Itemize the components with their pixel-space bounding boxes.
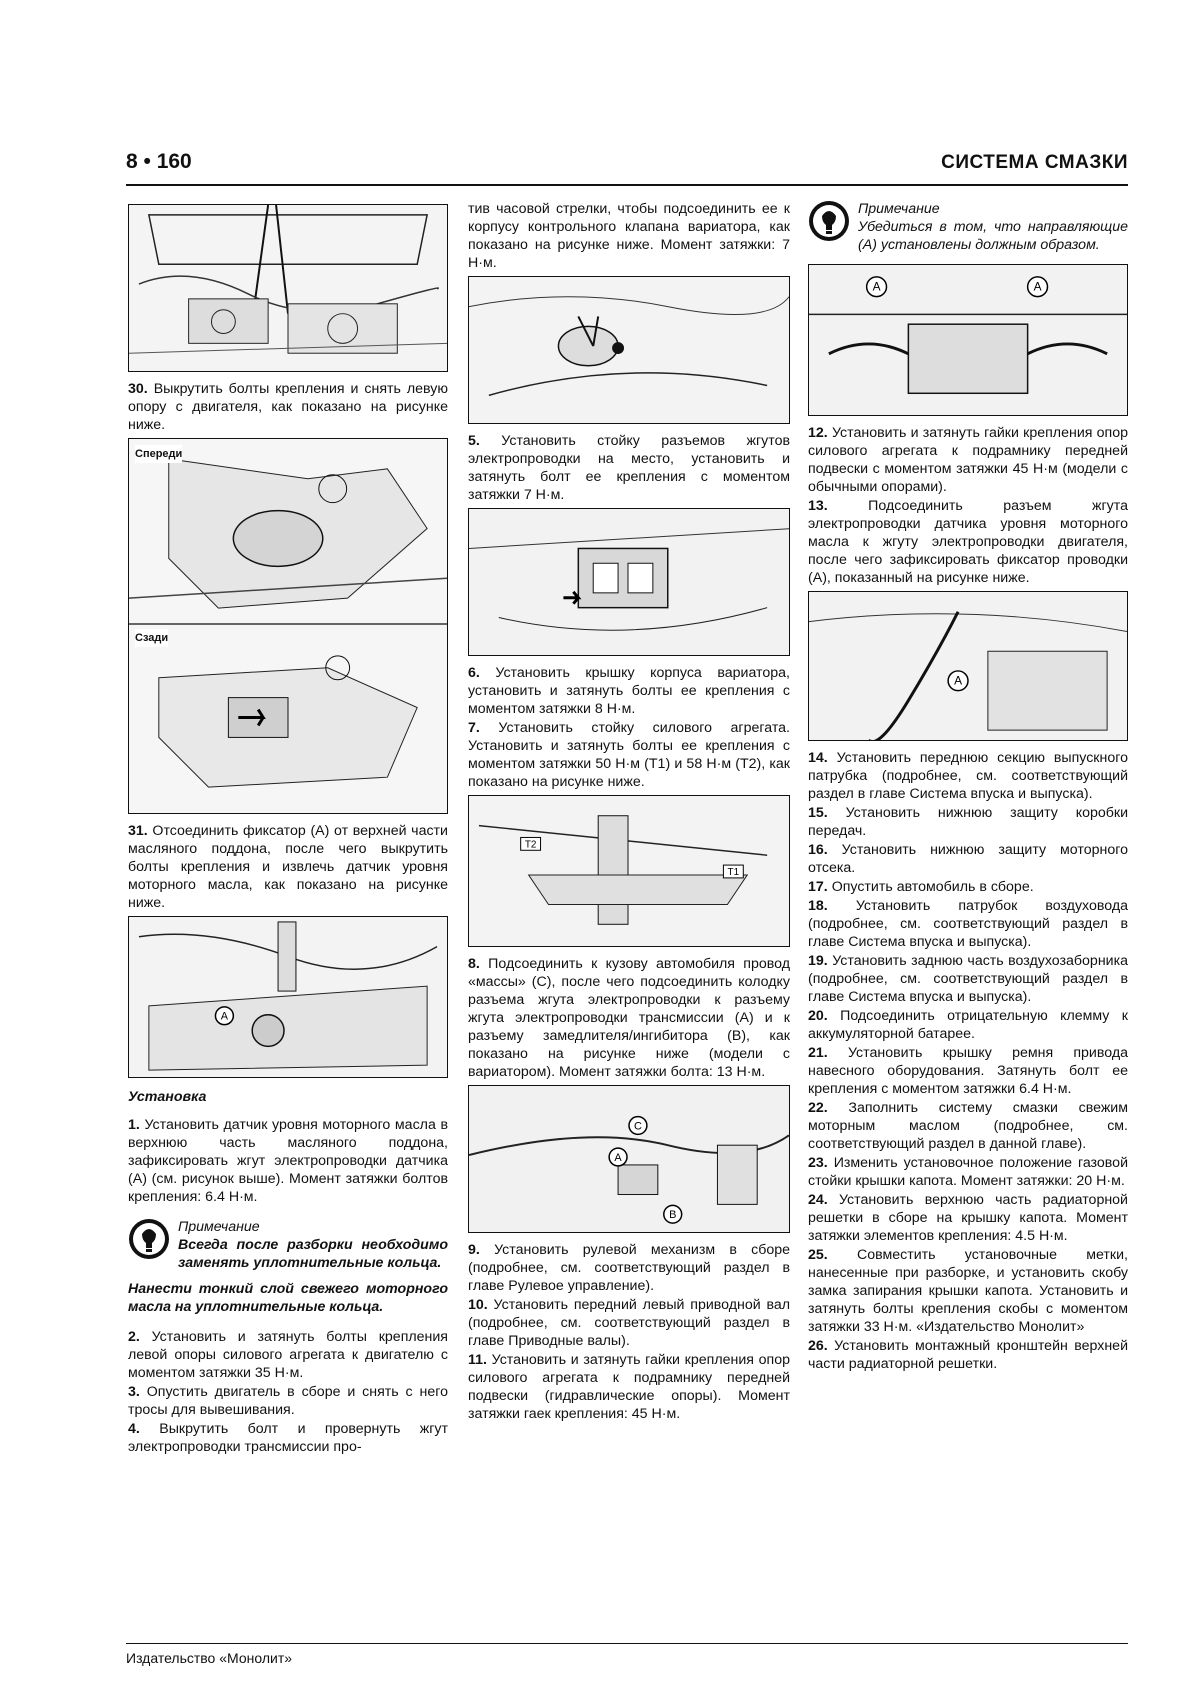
step-7-text: Установить стойку силового агрегата. Установить и затянуть болты ее крепления с моментом затяжки 50 Н·м (T1) и 58 Н·м (T2), как показано на рисунке ниже. (468, 720, 790, 790)
step-2-text: Установить и затянуть болты крепления левой опоры силового агрегата к двигателю с моментом затяжки 35 Н·м. (128, 1329, 448, 1381)
figure-label-t1: T1 (727, 866, 740, 878)
installation-heading: Установка (128, 1089, 207, 1105)
step-2-number: 2. (128, 1329, 140, 1345)
step-6-number: 6. (468, 665, 480, 681)
step-20-text: Подсоединить отрицательную клемму к аккумуляторной батарее. (808, 1008, 1128, 1042)
step-9-number: 9. (468, 1242, 480, 1258)
figure-valve-body (468, 276, 790, 424)
figure-harness-connectors (468, 1085, 790, 1233)
step-19-number: 19. (808, 953, 828, 969)
figure-callout-a: A (220, 1010, 229, 1023)
step-5-text: Установить стойку разъемов жгутов электропроводки на место, установить и затянуть болт ее крепления с моментом затяжки 7 Н·м. (468, 433, 790, 503)
figure-subframe-guides (808, 264, 1128, 416)
figure-label-rear: Сзади (135, 629, 168, 647)
figure-callout-a2: A (614, 1152, 622, 1164)
footer-rule (126, 1643, 1128, 1644)
step-3-number: 3. (128, 1384, 140, 1400)
step-4-continued: тив часовой стрелки, чтобы подсоединить ее к корпусу контрольного клапана вариатора, как показано на рисунке ниже. Момент затяжки: 7 Н·м. (468, 201, 790, 271)
step-31-number: 31. (128, 823, 148, 839)
note-guides (808, 200, 1128, 254)
step-31-text: Отсоединить фиксатор (А) от верхней части масляного поддона, после чего выкрутить болты крепления и извлечь датчик уровня моторного масла, как показано на рисунке ниже. (128, 823, 448, 911)
note-extra: Нанести тонкий слой свежего моторного масла на уплотнительные кольца. (128, 1281, 448, 1315)
step-14-number: 14. (808, 750, 828, 766)
step-17-number: 17. (808, 879, 828, 895)
step-6-text: Установить крышку корпуса вариатора, установить и затянуть болты ее крепления с моментом затяжки 8 Н·м. (468, 665, 790, 717)
step-12-text: Установить и затянуть гайки крепления опор силового агрегата к подрамнику передней подвески с моментом затяжки 45 Н·м (модели с обычными опорами). (808, 425, 1128, 495)
figure-connector-bracket (468, 508, 790, 656)
step-20-number: 20. (808, 1008, 828, 1024)
figure-callout-a3: A (872, 279, 881, 294)
figure-callout-b: B (669, 1209, 677, 1222)
note-text: Убедиться в том, что направляющие (А) установлены должным образом. (858, 219, 1128, 253)
step-21-text: Установить крышку ремня привода навесного оборудования. Затянуть болт ее крепления с моментом затяжки 6.4 Н·м. (808, 1045, 1128, 1097)
note-seals (128, 1218, 448, 1316)
step-23-text: Изменить установочное положение газовой стойки крышки капота. Момент затяжки: 20 Н·м. (808, 1155, 1128, 1189)
step-13-text: Подсоединить разъем жгута электропроводки датчика уровня моторного масла к жгуту электропроводки двигателя, после чего зафиксировать фиксатор проводки (А), показанный на рисунке ниже. (808, 498, 1128, 586)
step-19-text: Установить заднюю часть воздухозаборника (подробнее, см. соответствующий раздел в главе Система впуска и выпуска). (808, 953, 1128, 1005)
note-lightbulb-icon (808, 200, 850, 242)
section-title: СИСТЕМА СМАЗКИ (941, 152, 1128, 173)
step-30-text: Выкрутить болты крепления и снять левую опору с двигателя, как показано на рисунке ниже. (128, 381, 448, 433)
step-3-text: Опустить двигатель в сборе и снять с него тросы для вывешивания. (128, 1384, 448, 1418)
step-10-text: Установить передний левый приводной вал (подробнее, см. соответствующий раздел в главе Приводные валы). (468, 1297, 790, 1349)
note-title: Примечание (178, 1219, 260, 1235)
figure-harness-clip (808, 591, 1128, 741)
step-23-number: 23. (808, 1155, 828, 1171)
step-11-text: Установить и затянуть гайки крепления опор силового агрегата к подрамнику передней подвески (гидравлические опоры). Момент затяжки гаек крепления: 45 Н·м. (468, 1352, 790, 1422)
figure-oil-level-sensor (128, 916, 448, 1078)
note-title: Примечание (858, 201, 940, 217)
step-7-number: 7. (468, 720, 480, 736)
step-30-number: 30. (128, 381, 148, 397)
step-25-number: 25. (808, 1247, 828, 1263)
page-number: 8 • 160 (126, 150, 192, 173)
step-8-text: Подсоединить к кузову автомобиля провод «массы» (С), после чего подсоединить колодку разъема жгута электропроводки к разъему жгута электропроводки трансмиссии (А) и к разъему замедлителя/ингибитора (В), как показано на рисунке ниже (модели с вариатором). Момент затяжки болта: 13 Н·м. (468, 956, 790, 1080)
step-16-text: Установить нижнюю защиту моторного отсека. (808, 842, 1128, 876)
step-4-number: 4. (128, 1421, 140, 1437)
step-12-number: 12. (808, 425, 828, 441)
figure-left-mount (128, 438, 448, 814)
column-2 (468, 200, 790, 1424)
step-13-number: 13. (808, 498, 828, 514)
step-8-number: 8. (468, 956, 480, 972)
step-22-number: 22. (808, 1100, 828, 1116)
note-text: Всегда после разборки необходимо заменять уплотнительные кольца. (178, 1237, 448, 1271)
step-18-number: 18. (808, 898, 828, 914)
step-5-number: 5. (468, 433, 480, 449)
figure-label-front: Спереди (135, 445, 182, 463)
figure-callout-c: C (633, 1120, 642, 1133)
step-15-text: Установить нижнюю защиту коробки передач. (808, 805, 1128, 839)
column-1 (128, 200, 448, 1457)
step-26-number: 26. (808, 1338, 828, 1354)
step-18-text: Установить патрубок воздуховода (подробнее, см. соответствующий раздел в главе Система впуска и выпуска). (808, 898, 1128, 950)
figure-callout-a4: A (1033, 279, 1042, 294)
step-16-number: 16. (808, 842, 828, 858)
figure-engine-hoist (128, 204, 448, 372)
step-26-text: Установить монтажный кронштейн верхней части радиаторной решетки. (808, 1338, 1128, 1372)
step-22-text: Заполнить систему смазки свежим моторным маслом (подробнее, см. соответствующий раздел в данной главе). (808, 1100, 1128, 1152)
step-24-number: 24. (808, 1192, 828, 1208)
figure-powertrain-stay (468, 795, 790, 947)
step-1-number: 1. (128, 1117, 140, 1133)
step-14-text: Установить переднюю секцию выпускного патрубка (подробнее, см. соответствующий раздел в главе Система впуска и выпуска). (808, 750, 1128, 802)
step-1-text: Установить датчик уровня моторного масла в верхнюю часть масляного поддона, зафиксировать жгут электропроводки датчика (А) (см. рисунок выше). Момент затяжки болтов крепления: 6.4 Н·м. (128, 1117, 448, 1205)
figure-label-t2: T2 (524, 839, 537, 851)
header-rule (126, 184, 1128, 186)
step-21-number: 21. (808, 1045, 828, 1061)
step-17-text: Опустить автомобиль в сборе. (831, 879, 1034, 895)
step-25-text: Совместить установочные метки, нанесенные при разборке, и установить скобу замка запирания крышки капота. Установить и затянуть болты крепления скобы с моментом затяжки 33 Н·м. «Издательство Монолит» (808, 1247, 1128, 1335)
step-11-number: 11. (468, 1352, 487, 1368)
note-lightbulb-icon (128, 1218, 170, 1260)
figure-callout-a5: A (954, 673, 963, 688)
step-24-text: Установить верхнюю часть радиаторной решетки в сборе на крышку капота. Момент затяжки элементов крепления: 4.5 Н·м. (808, 1192, 1128, 1244)
step-15-number: 15. (808, 805, 828, 821)
step-10-number: 10. (468, 1297, 488, 1313)
step-9-text: Установить рулевой механизм в сборе (подробнее, см. соответствующий раздел в главе Рулевое управление). (468, 1242, 790, 1294)
footer-publisher: Издательство «Монолит» (126, 1650, 293, 1666)
step-4-text: Выкрутить болт и провернуть жгут электропроводки трансмиссии про- (128, 1421, 449, 1455)
column-3 (808, 200, 1128, 1374)
